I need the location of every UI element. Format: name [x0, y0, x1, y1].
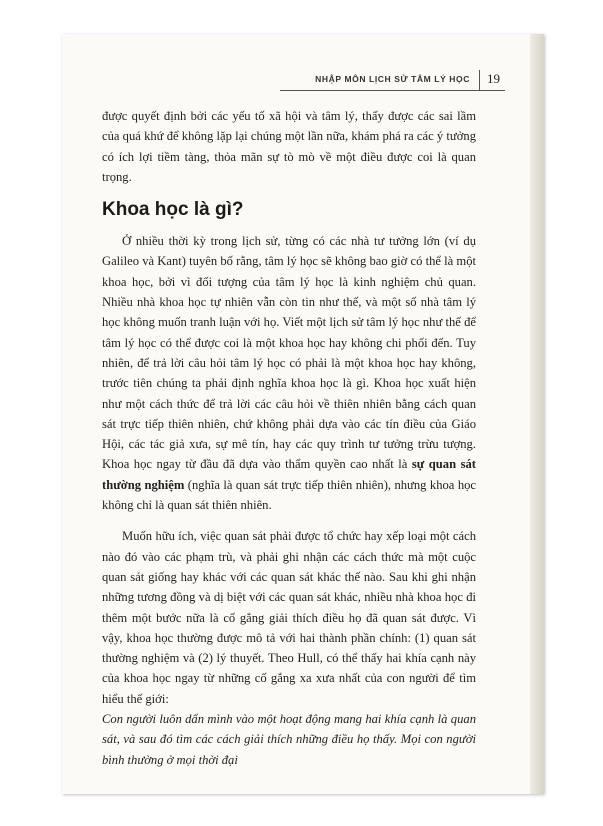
body-text: [102, 106, 476, 770]
header-separator: [479, 70, 480, 90]
paragraph-1: [102, 231, 476, 515]
running-title: NHẬP MÔN LỊCH SỬ TÂM LÝ HỌC: [315, 74, 470, 84]
section-heading: Khoa học là gì?: [102, 199, 244, 221]
running-header: [62, 68, 530, 92]
header-rule: [280, 90, 505, 91]
paragraph-1-bold-term: sự quan sát thường nghiệm: [102, 457, 476, 492]
page-number: 19: [487, 71, 500, 86]
paragraph-2: Muốn hữu ích, việc quan sát phải được tổ chức hay xếp loại một cách nào đó vào các phạm trù, và phải ghi nhận các cách thức mà một cuộc quan sát giống hay khác với các quan sát khác thế nào. Sau khi ghi nhận những tương đồng và dị biệt với các quan sát khác, nhiều nhà khoa học đi thêm một bước nữa là cố gắng giải thích điều họ đã quan sát được. Vì vậy, khoa học thường được mô tả với hai thành phần chính: (1) quan sát thường nghiệm và (2) lý thuyết. Theo Hull, có thể thấy hai khía cạnh này của khoa học ngay từ những cố gắng xa xưa nhất của con người để tìm hiểu thế giới:: [102, 529, 476, 706]
intro-paragraph: được quyết định bởi các yếu tố xã hội và tâm lý, thấy được các sai lầm của quá khứ để không lặp lại chúng một lần nữa, khám phá ra các ý tưởng có ích lợi tiềm tàng, thỏa mãn sự tò mò về một điều được coi là quan trọng.: [102, 109, 476, 184]
block-quote: Con người luôn dấn mình vào một hoạt động mang hai khía cạnh là quan sát, và sau đó tìm các cách giải thích những điều họ thấy. Mọi con người bình thường ở mọi thời đại: [102, 712, 476, 767]
book-page: [62, 34, 544, 794]
paragraph-1-text-b: (nghĩa là quan sát trực tiếp thiên nhiên), nhưng khoa học không chỉ là quan sát thiên nhiên.: [102, 477, 477, 513]
paragraph-1-text-a: Ở nhiều thời kỳ trong lịch sử, từng có các nhà tư tưởng lớn (ví dụ Galileo và Kant) tuyên bố rằng, tâm lý học sẽ không bao giờ có thể là một khoa học, bởi vì đối tượng của tâm lý học là kinh nghiệm chủ quan. Nhiều nhà khoa học tự nhiên vẫn còn tin như thế, và một số nhà tâm lý học không muốn tranh luận với họ. Viết một lịch sử tâm lý học như thế để tâm lý học có thể được coi là một khoa học hay không chi phối đến. Tuy nhiên, để trả lời câu hỏi tâm lý học có phải là một khoa học hay không, trước tiên chúng ta phải định nghĩa khoa học là gì. Khoa học xuất hiện như một cách thức để trả lời các câu hỏi về thiên nhiên bằng cách quan sát trực tiếp thiên nhiên, chứ không phải dựa vào các tín điều của Giáo Hội, các tác giả xưa, sự mê tín, hay các quy trình tư tưởng trừu tượng. Khoa học ngay từ đầu đã dựa vào thẩm quyền cao nhất là: [102, 234, 476, 472]
page-edge: [530, 34, 544, 794]
